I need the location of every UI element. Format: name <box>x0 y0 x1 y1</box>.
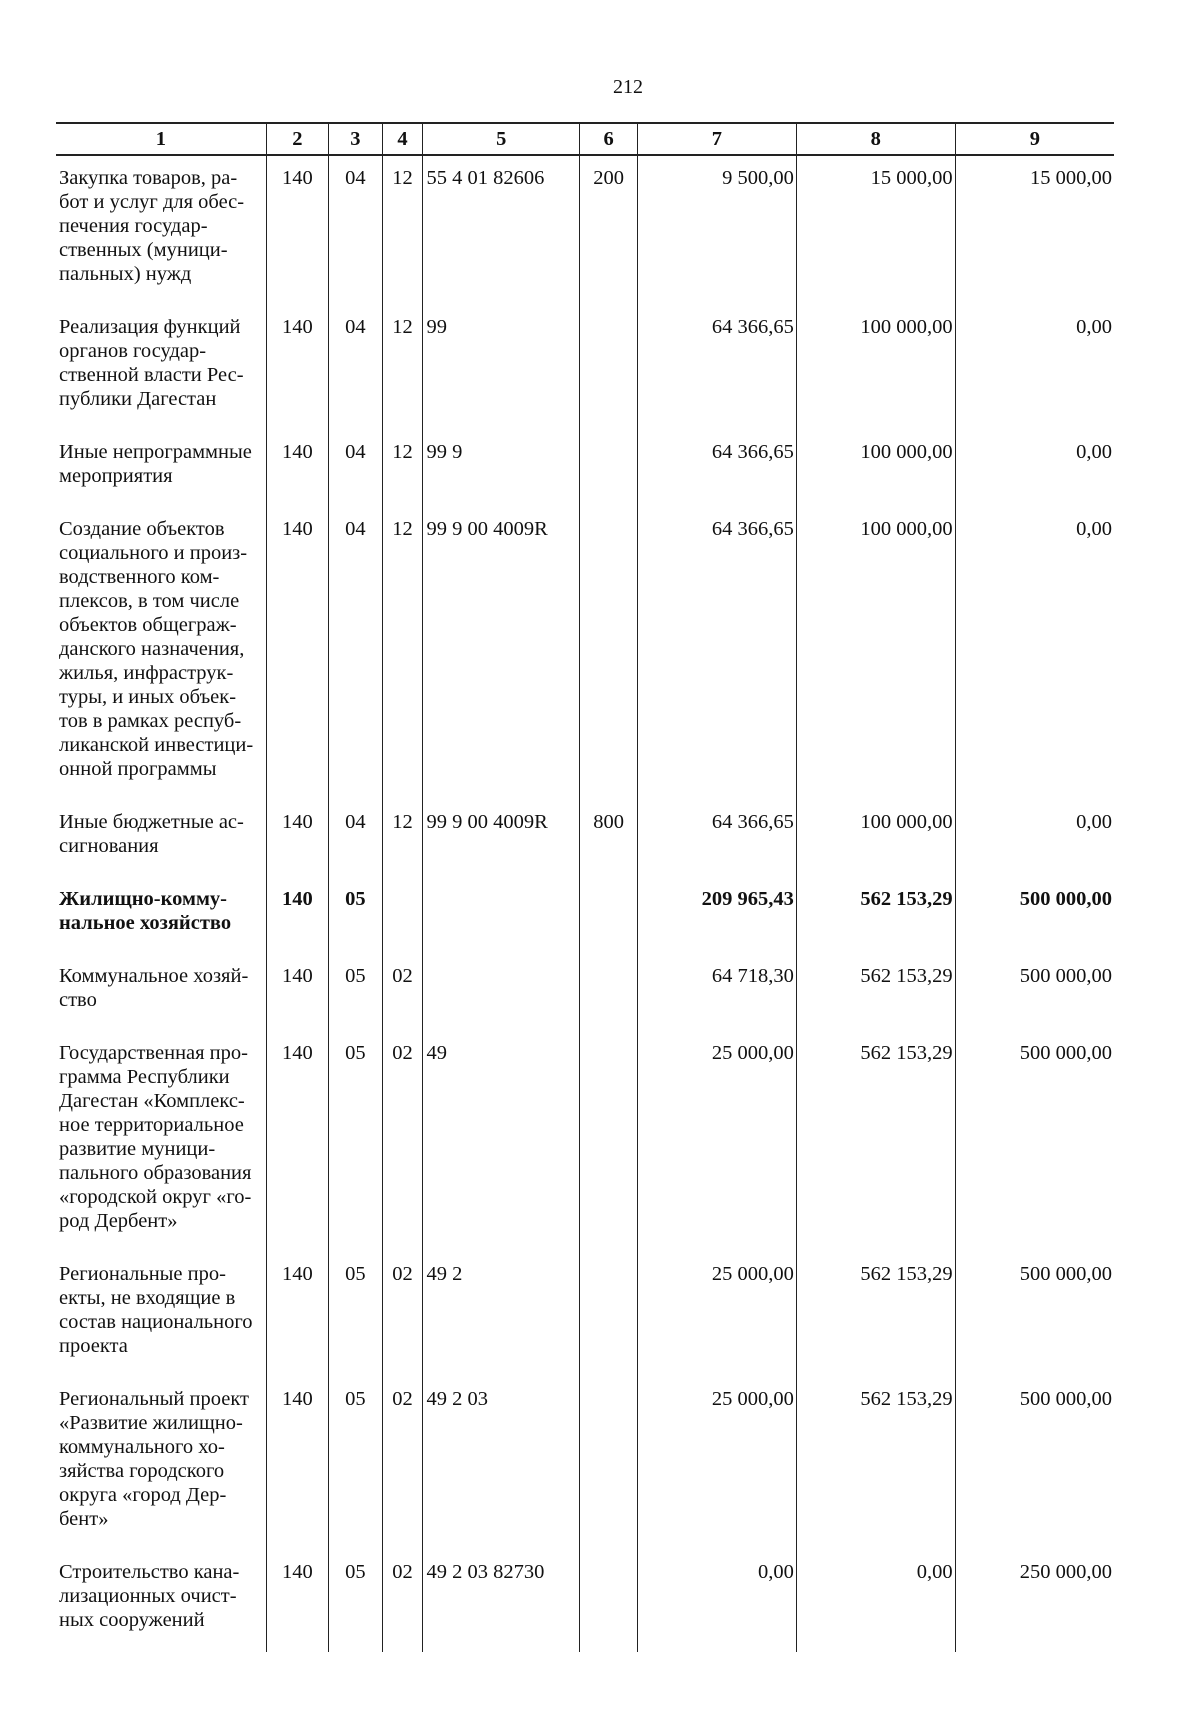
amount-col-8: 0,00 <box>796 1551 955 1652</box>
admin-code: 140 <box>266 1032 328 1253</box>
page-number: 212 <box>613 76 643 98</box>
amount-col-8: 100 000,00 <box>796 431 955 508</box>
amount-col-8: 562 153,29 <box>796 878 955 955</box>
row-name: Иные бюджетные ас- сигнования <box>59 811 244 857</box>
amount-col-8: 100 000,00 <box>796 801 955 878</box>
expense-type-code <box>580 431 638 508</box>
table-row <box>56 801 1114 878</box>
amount-col-7: 25 000,00 <box>638 1378 797 1551</box>
row-name: Строительство кана- лизационных очист- ных сооружений <box>59 1561 240 1631</box>
target-article-code: 99 9 <box>423 431 580 508</box>
amount-col-8: 100 000,00 <box>796 508 955 801</box>
header-col-7: 7 <box>638 123 797 155</box>
section-code: 04 <box>329 306 383 431</box>
amount-col-7: 0,00 <box>638 1551 797 1652</box>
table-row <box>56 508 1114 801</box>
subsection-code: 02 <box>382 955 423 1032</box>
target-article-code: 99 <box>423 306 580 431</box>
table-row <box>56 878 1114 955</box>
amount-col-8: 562 153,29 <box>796 1253 955 1378</box>
header-col-3: 3 <box>329 123 383 155</box>
amount-col-7: 64 366,65 <box>638 306 797 431</box>
section-code: 04 <box>329 155 383 306</box>
subsection-code: 12 <box>382 155 423 306</box>
header-col-5: 5 <box>423 123 580 155</box>
row-name: Реализация функций органов государ- ственной власти Рес- публики Дагестан <box>59 316 244 410</box>
expense-type-code <box>580 1551 638 1652</box>
header-col-6: 6 <box>580 123 638 155</box>
amount-col-8: 562 153,29 <box>796 1032 955 1253</box>
amount-col-9: 500 000,00 <box>955 1032 1114 1253</box>
header-col-1: 1 <box>56 123 266 155</box>
amount-col-8: 15 000,00 <box>796 155 955 306</box>
admin-code: 140 <box>266 155 328 306</box>
table-row <box>56 955 1114 1032</box>
expense-type-code: 800 <box>580 801 638 878</box>
admin-code: 140 <box>266 1551 328 1652</box>
amount-col-8: 100 000,00 <box>796 306 955 431</box>
section-code: 05 <box>329 1378 383 1551</box>
expense-type-code: 200 <box>580 155 638 306</box>
budget-table <box>56 122 1114 1652</box>
table-body <box>56 155 1114 1652</box>
subsection-code: 12 <box>382 431 423 508</box>
row-name: Жилищно-комму- нальное хозяйство <box>59 888 232 934</box>
header-row <box>56 123 1114 155</box>
amount-col-7: 64 366,65 <box>638 431 797 508</box>
amount-col-8: 562 153,29 <box>796 955 955 1032</box>
amount-col-7: 25 000,00 <box>638 1032 797 1253</box>
section-code: 05 <box>329 1253 383 1378</box>
section-code: 05 <box>329 955 383 1032</box>
section-code: 04 <box>329 801 383 878</box>
amount-col-9: 15 000,00 <box>955 155 1114 306</box>
admin-code: 140 <box>266 431 328 508</box>
admin-code: 140 <box>266 878 328 955</box>
expense-type-code <box>580 1032 638 1253</box>
admin-code: 140 <box>266 508 328 801</box>
admin-code: 140 <box>266 1253 328 1378</box>
row-name: Региональные про- екты, не входящие в состав национального проекта <box>59 1263 253 1357</box>
amount-col-7: 9 500,00 <box>638 155 797 306</box>
header-col-8: 8 <box>796 123 955 155</box>
section-code: 05 <box>329 1551 383 1652</box>
admin-code: 140 <box>266 801 328 878</box>
row-name: Государственная про- грамма Республики Дагестан «Комплекс- ное территориальное развитие муници- пального образования «городской округ «го- род Дербент» <box>59 1042 252 1232</box>
amount-col-7: 64 366,65 <box>638 801 797 878</box>
amount-col-7: 64 366,65 <box>638 508 797 801</box>
section-code: 04 <box>329 508 383 801</box>
subsection-code: 12 <box>382 306 423 431</box>
expense-type-code <box>580 508 638 801</box>
expense-type-code <box>580 1378 638 1551</box>
amount-col-9: 250 000,00 <box>955 1551 1114 1652</box>
target-article-code: 49 2 03 <box>423 1378 580 1551</box>
expense-type-code <box>580 955 638 1032</box>
table-row <box>56 1253 1114 1378</box>
target-article-code: 99 9 00 4009R <box>423 801 580 878</box>
amount-col-9: 500 000,00 <box>955 1378 1114 1551</box>
expense-type-code <box>580 878 638 955</box>
table-row <box>56 1551 1114 1652</box>
section-code: 05 <box>329 878 383 955</box>
amount-col-9: 500 000,00 <box>955 878 1114 955</box>
amount-col-7: 209 965,43 <box>638 878 797 955</box>
header-col-4: 4 <box>382 123 423 155</box>
target-article-code <box>423 878 580 955</box>
admin-code: 140 <box>266 955 328 1032</box>
table-row <box>56 155 1114 306</box>
expense-type-code <box>580 306 638 431</box>
row-name: Закупка товаров, ра- бот и услуг для обес- печения государ- ственных (муници- пальных) нужд <box>59 167 245 285</box>
amount-col-9: 0,00 <box>955 306 1114 431</box>
subsection-code: 02 <box>382 1032 423 1253</box>
subsection-code <box>382 878 423 955</box>
amount-col-7: 25 000,00 <box>638 1253 797 1378</box>
subsection-code: 02 <box>382 1378 423 1551</box>
row-name: Региональный проект «Развитие жилищно- коммунального хо- зяйства городского округа «город Дер- бент» <box>59 1388 249 1530</box>
admin-code: 140 <box>266 1378 328 1551</box>
row-name: Коммунальное хозяй- ство <box>59 965 249 1011</box>
header-col-9: 9 <box>955 123 1114 155</box>
table-row <box>56 431 1114 508</box>
target-article-code: 49 <box>423 1032 580 1253</box>
target-article-code: 99 9 00 4009R <box>423 508 580 801</box>
section-code: 05 <box>329 1032 383 1253</box>
admin-code: 140 <box>266 306 328 431</box>
amount-col-9: 0,00 <box>955 801 1114 878</box>
amount-col-8: 562 153,29 <box>796 1378 955 1551</box>
amount-col-9: 0,00 <box>955 431 1114 508</box>
amount-col-9: 500 000,00 <box>955 955 1114 1032</box>
target-article-code <box>423 955 580 1032</box>
table-row <box>56 1378 1114 1551</box>
row-name: Иные непрограммные мероприятия <box>59 441 252 487</box>
target-article-code: 49 2 <box>423 1253 580 1378</box>
amount-col-9: 500 000,00 <box>955 1253 1114 1378</box>
target-article-code: 49 2 03 82730 <box>423 1551 580 1652</box>
table-row <box>56 1032 1114 1253</box>
subsection-code: 02 <box>382 1253 423 1378</box>
section-code: 04 <box>329 431 383 508</box>
amount-col-7: 64 718,30 <box>638 955 797 1032</box>
target-article-code: 55 4 01 82606 <box>423 155 580 306</box>
subsection-code: 02 <box>382 1551 423 1652</box>
header-col-2: 2 <box>266 123 328 155</box>
subsection-code: 12 <box>382 801 423 878</box>
subsection-code: 12 <box>382 508 423 801</box>
table-row <box>56 306 1114 431</box>
row-name: Создание объектов социального и произ- водственного ком- плексов, в том числе объектов общеграж- данского назначения, жилья, инфраструк- туры, и иных объек- тов в рамках респуб- ликанской инвестици- онной программы <box>59 518 254 780</box>
amount-col-9: 0,00 <box>955 508 1114 801</box>
expense-type-code <box>580 1253 638 1378</box>
